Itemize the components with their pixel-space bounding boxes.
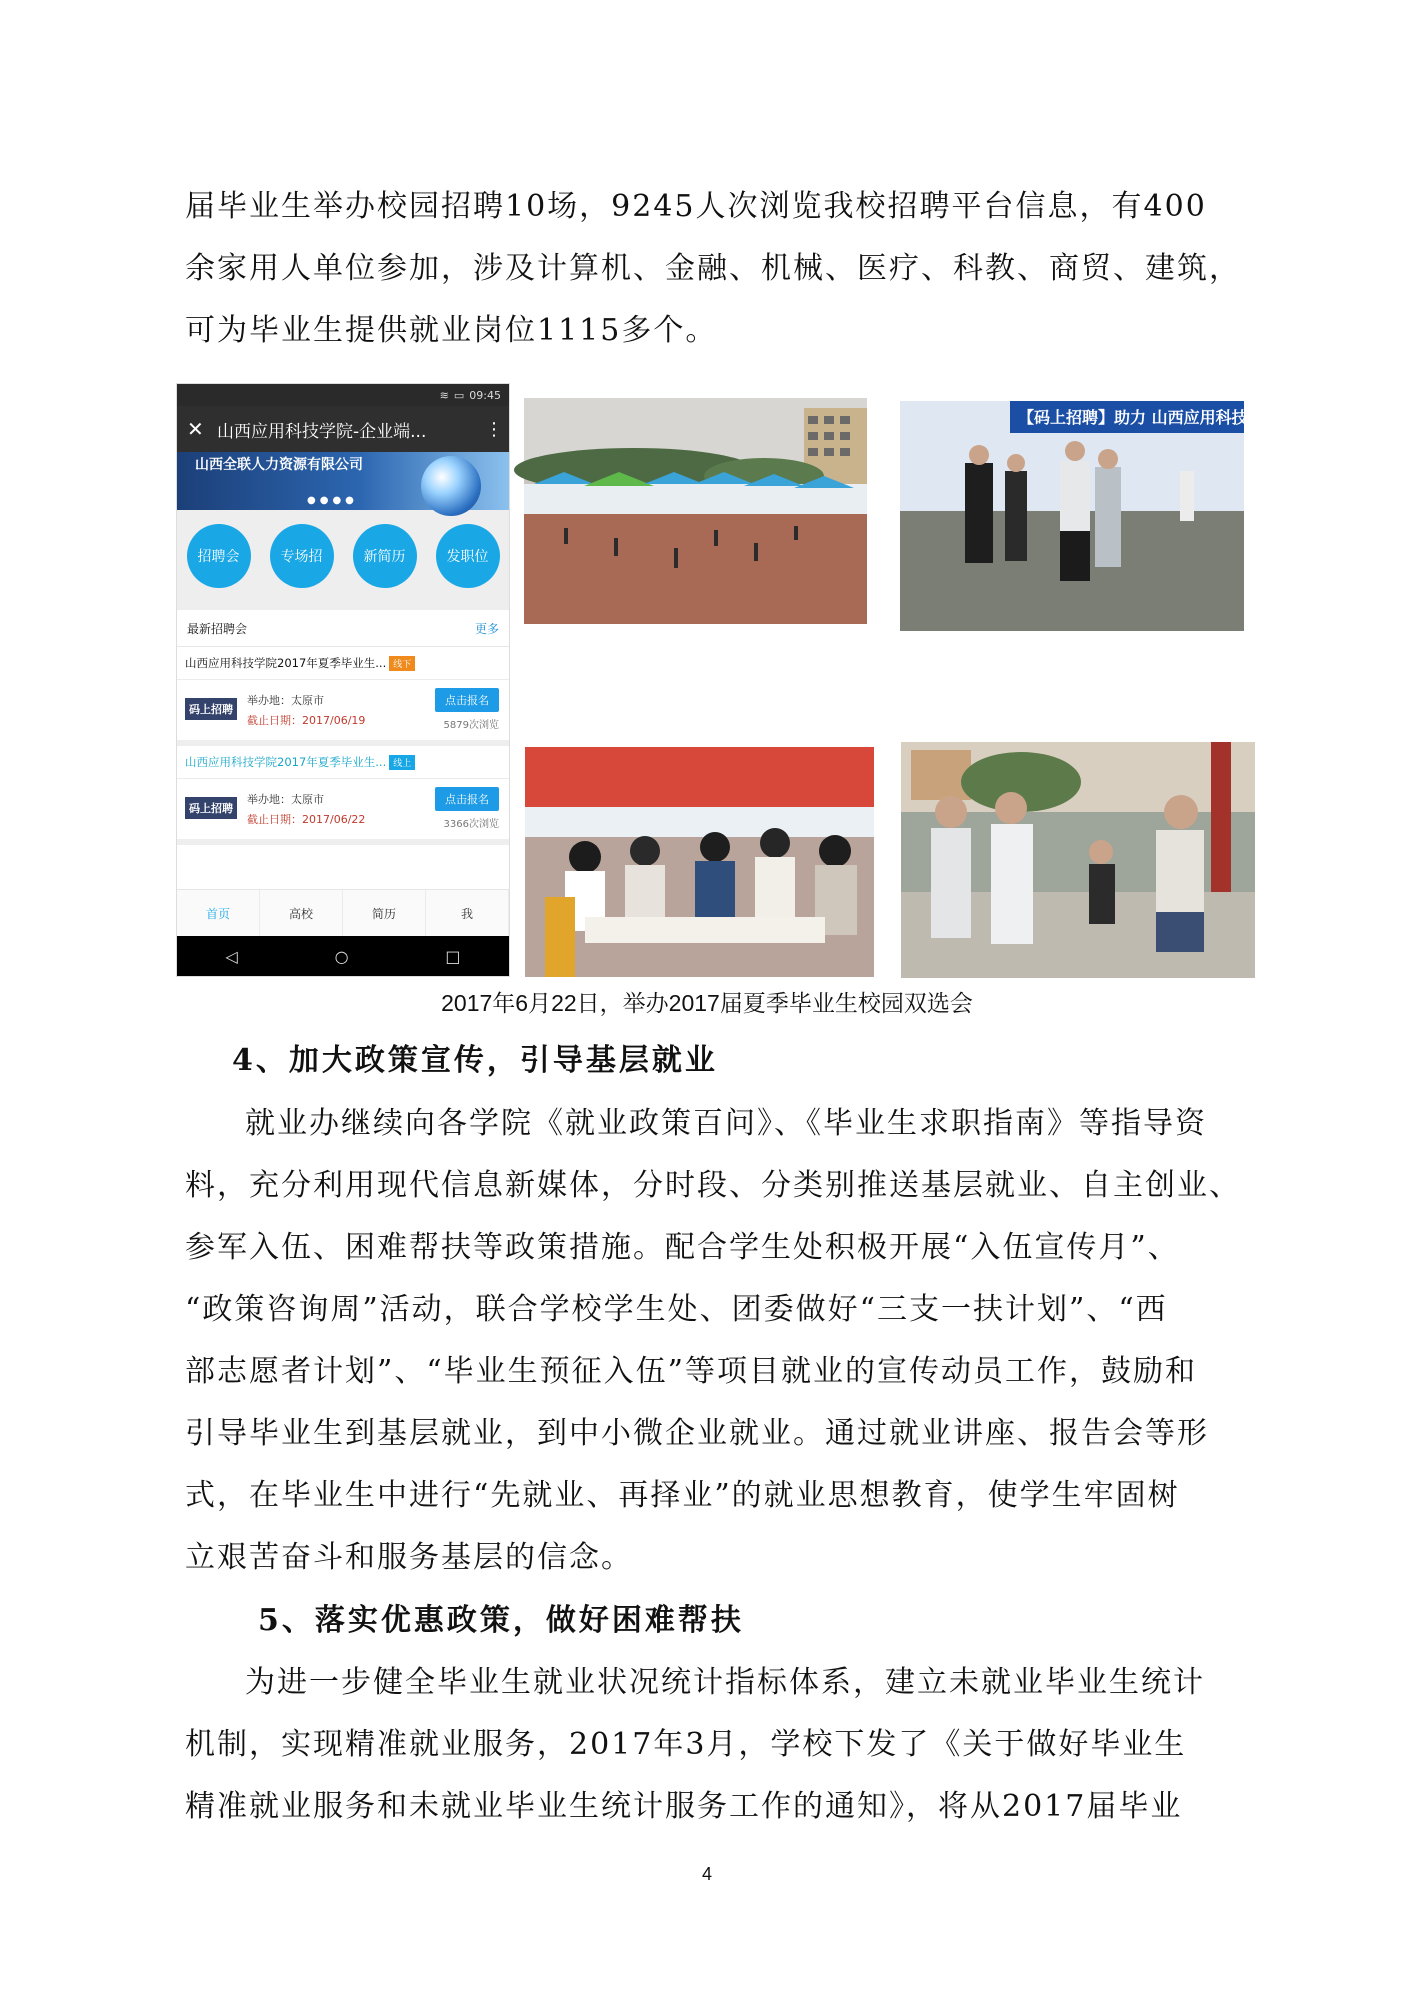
job-fair-button[interactable]: 招聘会: [187, 524, 251, 588]
offline-tag: 线下: [389, 656, 415, 671]
status-time: 09:45: [469, 388, 501, 402]
banner-text: 山西全联人力资源有限公司: [195, 457, 363, 473]
app-title: 山西应用科技学院-企业端...: [217, 421, 427, 442]
tab-home[interactable]: 首页: [177, 890, 260, 936]
photo-tents: [524, 398, 867, 624]
fair-views: 5879次浏览: [443, 720, 499, 731]
android-nav-bar: [177, 936, 509, 976]
fair-title[interactable]: [177, 647, 509, 680]
text-line: 部志愿者计划”、“毕业生预征入伍”等项目就业的宣传动员工作，鼓励和: [185, 1354, 1198, 1389]
latest-fairs-header: [177, 602, 509, 647]
tab-schools[interactable]: 高校: [260, 890, 343, 936]
recruit-logo: 码上招聘: [185, 698, 237, 720]
text-line: 精准就业服务和未就业毕业生统计服务工作的通知》，将从2017届毕业: [185, 1789, 1183, 1824]
text-line: “政策咨询周”活动，联合学校学生处、团委做好“三支一扶计划”、“西: [185, 1292, 1168, 1327]
fair-title-text: 山西应用科技学院2017年夏季毕业生...: [185, 755, 387, 769]
text-line: 立艰苦奋斗和服务基层的信念。: [185, 1540, 633, 1575]
text-line: 料，充分利用现代信息新媒体，分时段、分类别推送基层就业、自主创业、: [185, 1168, 1241, 1203]
recent-apps-icon[interactable]: □: [445, 946, 461, 966]
home-icon[interactable]: ○: [334, 946, 349, 966]
photo-banner-text: 【码上招聘】助力 山西应用科技学院: [1018, 408, 1280, 427]
section-5-heading: 5、落实优惠政策，做好困难帮扶: [258, 1603, 744, 1638]
photo-officials: [900, 401, 1280, 631]
text-line: 参军入伍、困难帮扶等政策措施。配合学生处积极开展“入伍宣传月”、: [185, 1230, 1180, 1265]
text-line: 机制，实现精准就业服务，2017年3月，学校下发了《关于做好毕业生: [185, 1727, 1187, 1762]
fair-item: [177, 680, 509, 746]
more-menu-icon[interactable]: ⋮: [485, 418, 503, 440]
figure-caption: 2017年6月22日，举办2017届夏季毕业生校园双选会: [441, 990, 973, 1016]
fair-location: 举办地：太原市: [247, 694, 324, 707]
fair-item: [177, 779, 509, 845]
phone-screenshot: [177, 384, 509, 976]
text-line: 届毕业生举办校园招聘10场，9245人次浏览我校招聘平台信息，有400: [185, 189, 1207, 224]
section-4-paragraph: [185, 1093, 1241, 1589]
recruit-logo: 码上招聘: [185, 797, 237, 819]
text-line: 可为毕业生提供就业岗位1115多个。: [185, 313, 718, 348]
globe-icon: [421, 456, 481, 516]
text-line: 余家用人单位参加，涉及计算机、金融、机械、医疗、科教、商贸、建筑，: [185, 251, 1241, 286]
text-line: 引导毕业生到基层就业，到中小微企业就业。通过就业讲座、报告会等形: [185, 1416, 1209, 1451]
section-4-heading: 4、加大政策宣传，引导基层就业: [232, 1043, 718, 1078]
back-icon[interactable]: ◁: [225, 946, 238, 966]
online-tag: 线上: [389, 755, 415, 770]
signup-button[interactable]: 点击报名: [435, 787, 499, 811]
photo-conversation: [901, 742, 1255, 978]
bottom-tab-bar: [177, 889, 509, 936]
wifi-icon: ≋: [439, 388, 449, 402]
fair-views: 3366次浏览: [443, 819, 499, 830]
photo-students: [525, 747, 874, 977]
special-recruit-button[interactable]: 专场招: [270, 524, 334, 588]
post-job-button[interactable]: 发职位: [436, 524, 500, 588]
section-title: 最新招聘会: [187, 621, 248, 636]
tab-resume[interactable]: 简历: [343, 890, 426, 936]
fair-location: 举办地：太原市: [247, 793, 324, 806]
fair-deadline: 截止日期：2017/06/19: [247, 714, 366, 727]
text-line: 式，在毕业生中进行“先就业、再择业”的就业思想教育，使学生牢固树: [185, 1478, 1180, 1513]
page-number: 4: [701, 1864, 712, 1884]
section-5-paragraph: [185, 1652, 1235, 1838]
text-line: 为进一步健全毕业生就业状况统计指标体系，建立未就业毕业生统计: [245, 1665, 1205, 1700]
more-link[interactable]: 更多: [474, 621, 499, 636]
fair-deadline: 截止日期：2017/06/22: [247, 813, 366, 826]
company-banner: [177, 452, 509, 510]
quick-actions: [177, 510, 509, 602]
paragraph-top: [185, 176, 1241, 362]
fair-title-text: 山西应用科技学院2017年夏季毕业生...: [185, 656, 387, 670]
fair-title[interactable]: [177, 746, 509, 779]
close-icon[interactable]: ✕: [187, 417, 204, 441]
status-bar: [177, 384, 509, 406]
app-bar: [177, 406, 509, 452]
text-line: 就业办继续向各学院《就业政策百问》、《毕业生求职指南》等指导资: [245, 1106, 1207, 1141]
carousel-dots: ●●●●: [307, 495, 358, 506]
tab-me[interactable]: 我: [426, 890, 509, 936]
battery-icon: ▭: [453, 388, 465, 402]
new-resume-button[interactable]: 新简历: [353, 524, 417, 588]
signup-button[interactable]: 点击报名: [435, 688, 499, 712]
